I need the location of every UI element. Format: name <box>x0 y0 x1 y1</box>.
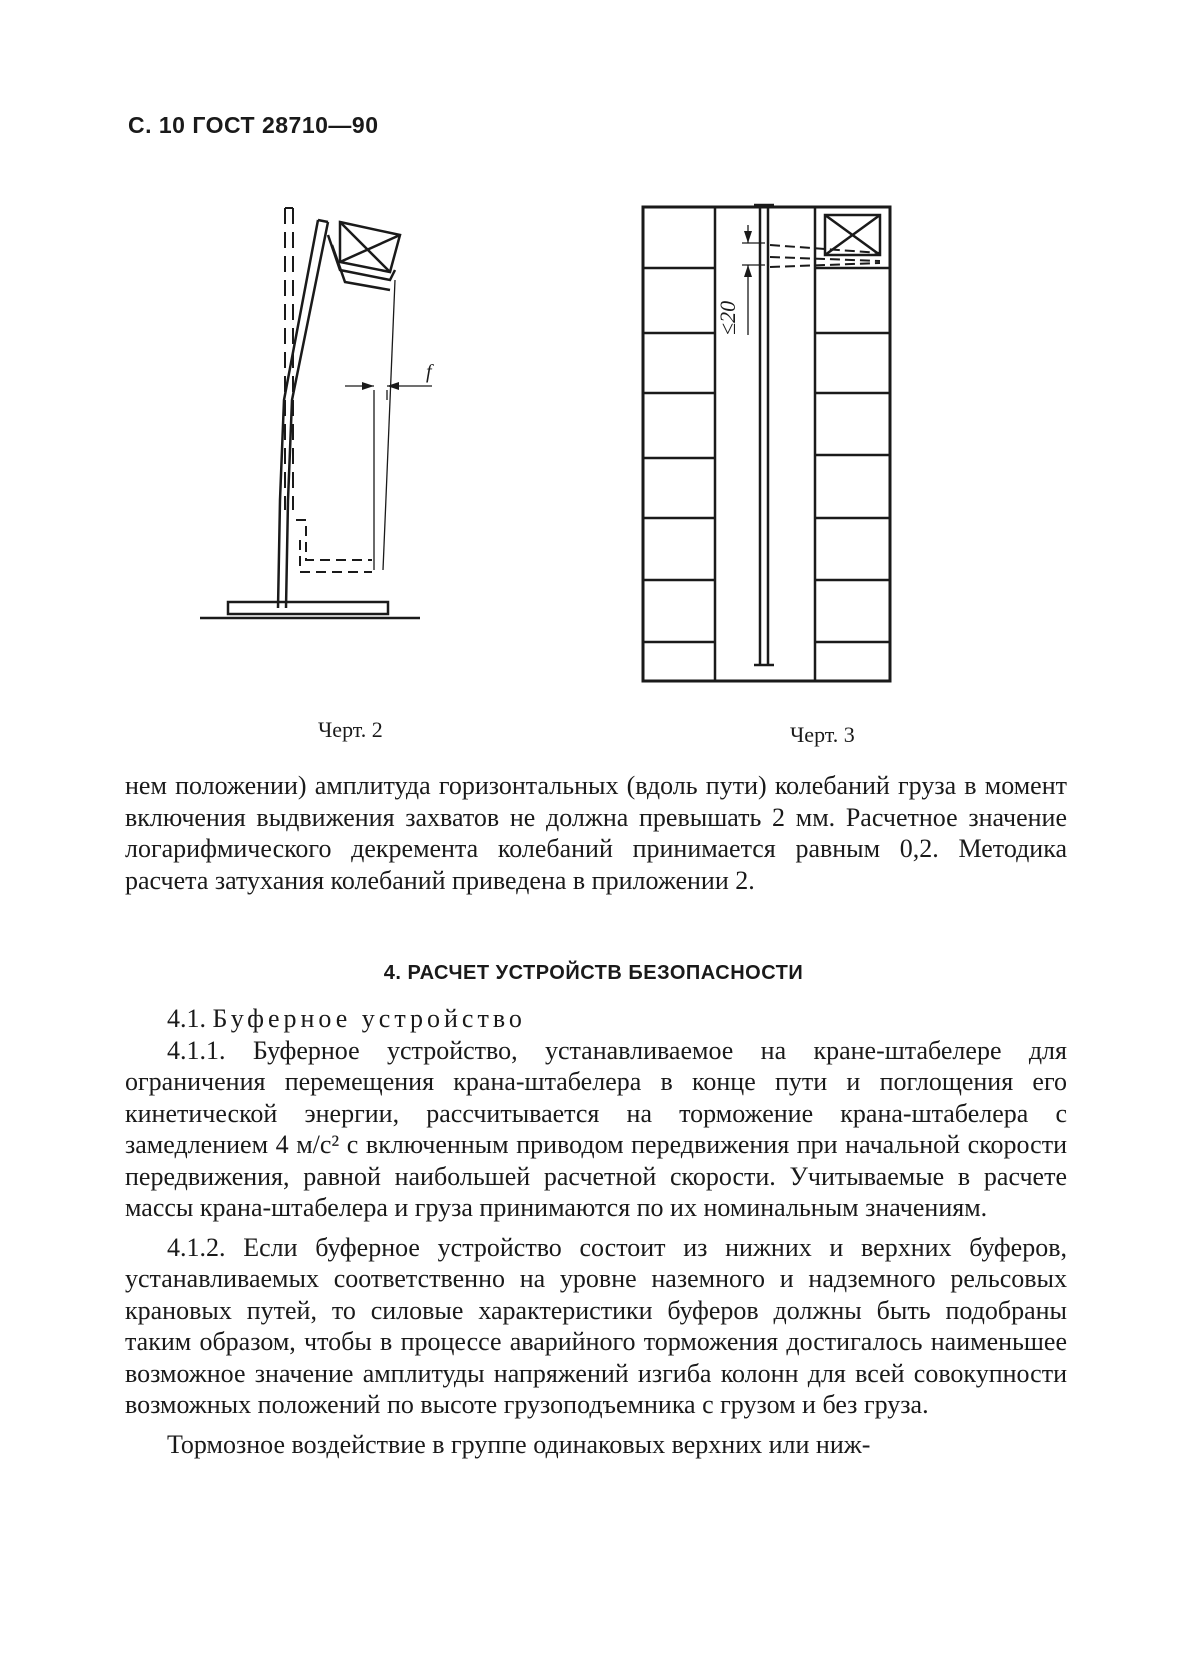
label-f: f <box>426 361 432 383</box>
label-dimension: ≤20 <box>715 300 740 335</box>
page-header: С. 10 ГОСТ 28710—90 <box>128 112 379 138</box>
continuation-text <box>125 770 1067 896</box>
subsection-heading <box>125 1003 1067 1035</box>
paragraph-last: Тормозное воздействие в группе одинаковых верхних или ниж- <box>167 1429 871 1459</box>
caption-fig-2: Черт. 2 <box>318 717 383 742</box>
figure-3-drawing <box>630 195 940 695</box>
figure-2-drawing <box>200 200 440 670</box>
load-box-icon <box>340 222 400 272</box>
paragraph-4-1-2: 4.1.2. Если буферное устройство состоит из нижних и верхних буферов, устанавливаемых соответственно на уровне наземного и надземного рельсовых крановых путей, то силовые характеристики буферов должны быть подобраны таким образом, чтобы в процессе аварийного торможения достигалось наименьшее возможное значение амплитуды напряжений изгиба колонн для всей совокупности возможных положений по высоте грузоподъемника с грузом и без груза. <box>125 1232 1067 1419</box>
figure-3 <box>630 195 940 695</box>
continuation-paragraph: нем положении) амплитуда горизонтальных (вдоль пути) колебаний груза в момент включения выдвижения захватов не должна превышать 2 мм. Расчетное значение логарифмического декремента колебаний принимается равным 0,2. Методика расчета затухания колебаний приведена в приложении 2. <box>125 771 1067 895</box>
section-title: 4. РАСЧЕТ УСТРОЙСТВ БЕЗОПАСНОСТИ <box>383 962 804 984</box>
figure-2 <box>200 200 440 670</box>
caption-fig-3: Черт. 3 <box>790 722 855 747</box>
section-body <box>125 1003 1067 1460</box>
subsection-title: Буферное устройство <box>212 1004 526 1033</box>
paragraph-4-1-1: 4.1.1. Буферное устройство, устанавливаемое на кране-штабелере для ограничения перемещения крана-штабелера в конце пути и поглощения его кинетической энергии, рассчитывается на торможение крана-штабелера с замедлением 4 м/с² с включенным приводом передвижения при начальной скорости передвижения, равной наибольшей расчетной скорости. Учитываемые в расчете массы крана-штабелера и груза принимаются по их номинальным значениям. <box>125 1035 1067 1222</box>
subsection-number: 4.1. <box>167 1004 206 1033</box>
